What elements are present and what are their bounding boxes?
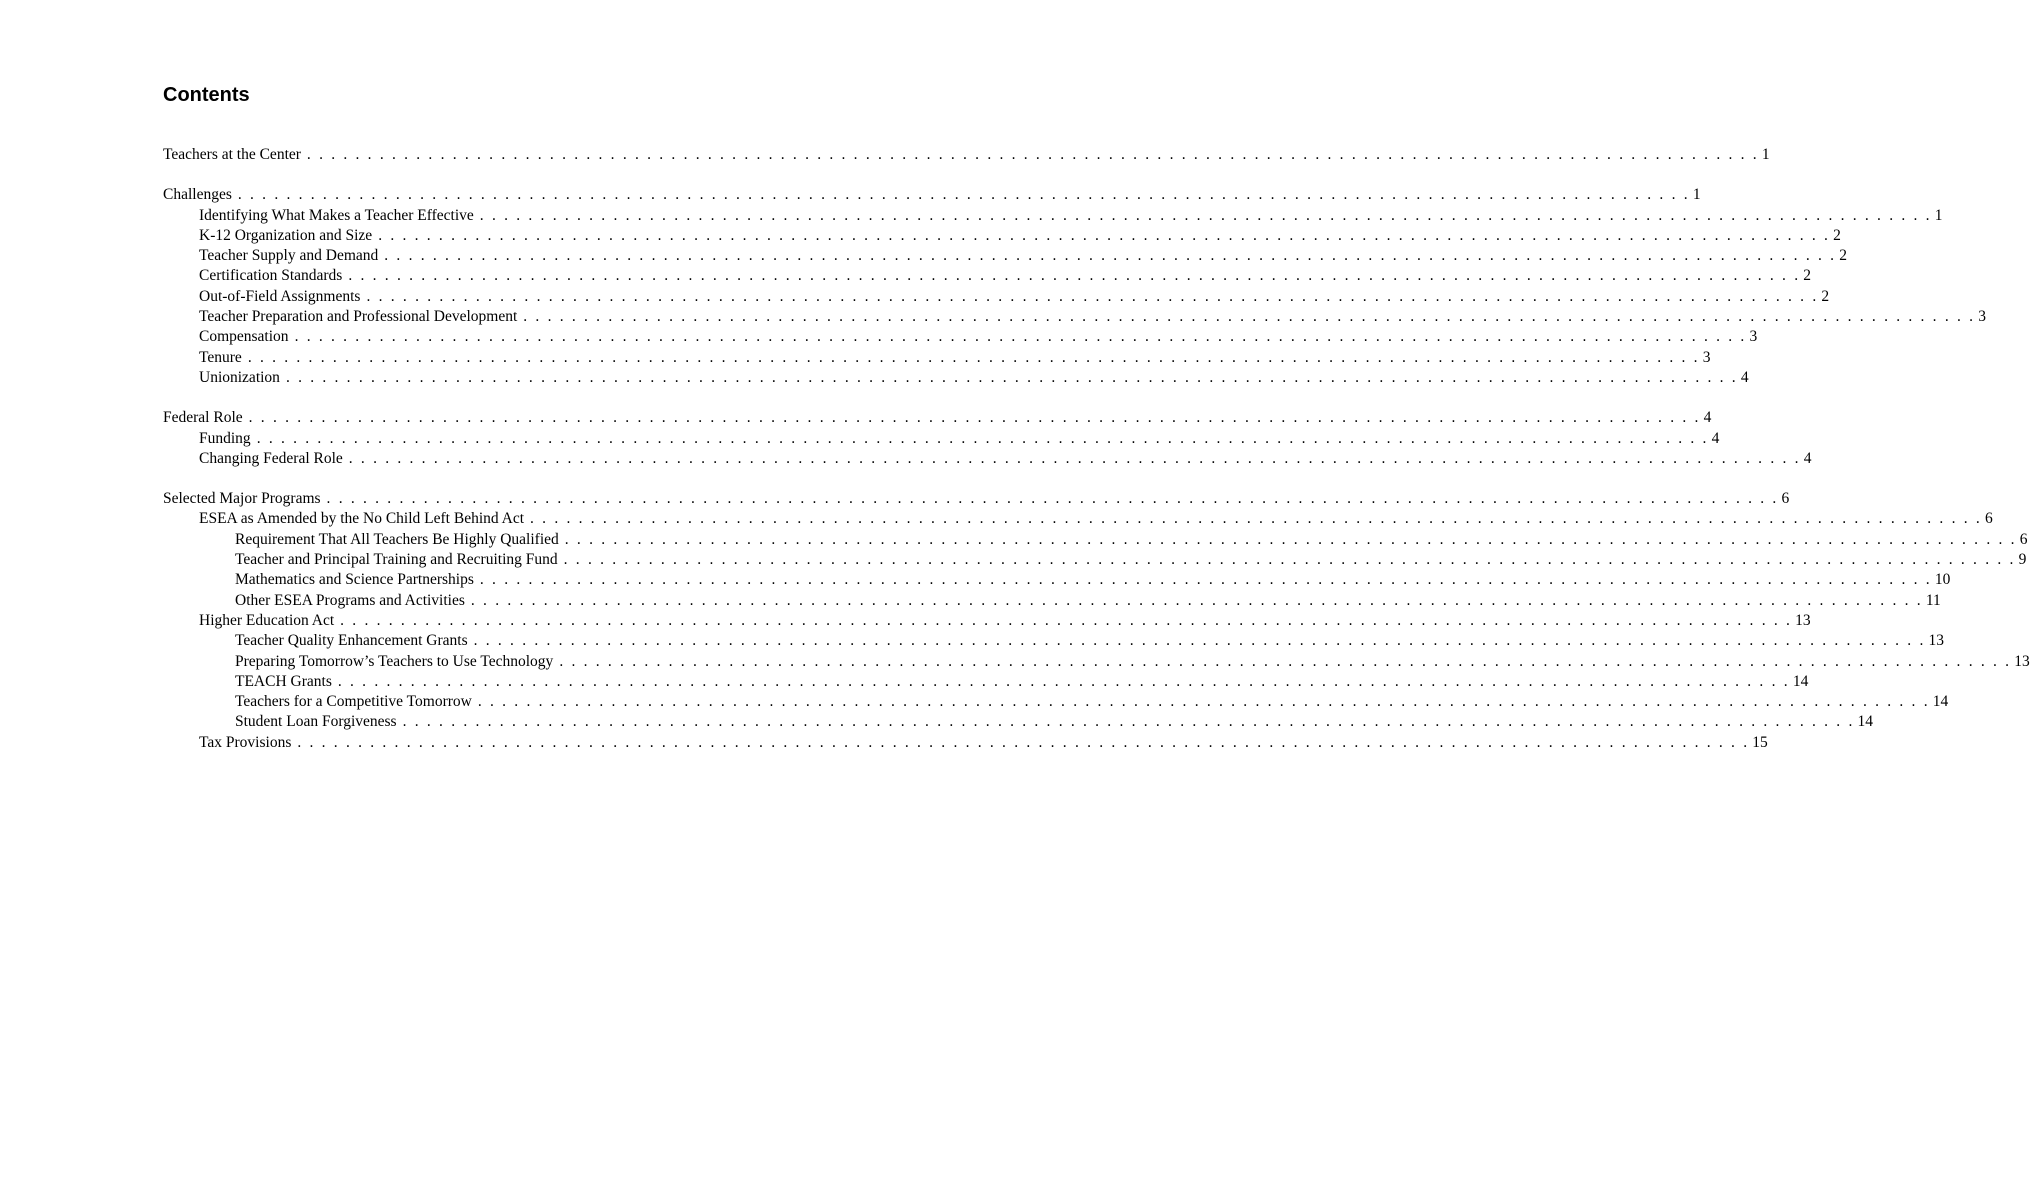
dot-leader: . . . . . . . . . . . . . . . . . . . . . . . . . . . . . . . . . . . . . . . . . . . . . . . . . . . . . . . . . . . . . . . . . . . . . . . . . . . . . . . . . . . . . . . . . . . . . . . . . . . . . . . . . . . . . . . . . . . . . . . .	[563, 551, 2016, 569]
toc-entry-title: K-12 Organization and Size	[199, 226, 373, 244]
toc-entry[interactable]	[163, 429, 1720, 449]
dot-leader: . . . . . . . . . . . . . . . . . . . . . . . . . . . . . . . . . . . . . . . . . . . . . . . . . . . . . . . . . . . . . . . . . . . . . . . . . . . . . . . . . . . . . . . . . . . . . . . . . . . . . . . . . . . . . . . . . . . . . . . .	[237, 186, 1690, 204]
dot-leader: . . . . . . . . . . . . . . . . . . . . . . . . . . . . . . . . . . . . . . . . . . . . . . . . . . . . . . . . . . . . . . . . . . . . . . . . . . . . . . . . . . . . . . . . . . . . . . . . . . . . . . . . . . . . . . . . . . . . . . . .	[297, 733, 1750, 751]
toc-page-number: 1	[1934, 206, 1943, 224]
toc-entry-title: Selected Major Programs	[163, 490, 321, 508]
toc-entry-title: Teachers for a Competitive Tomorrow	[235, 693, 472, 711]
dot-leader: . . . . . . . . . . . . . . . . . . . . . . . . . . . . . . . . . . . . . . . . . . . . . . . . . . . . . . . . . . . . . . . . . . . . . . . . . . . . . . . . . . . . . . . . . . . . . . . . . . . . . . . . . . . . . . . . . . . . . . . .	[477, 693, 1930, 711]
toc-page-number: 2	[1833, 226, 1841, 244]
dot-leader: . . . . . . . . . . . . . . . . . . . . . . . . . . . . . . . . . . . . . . . . . . . . . . . . . . . . . . . . . . . . . . . . . . . . . . . . . . . . . . . . . . . . . . . . . . . . . . . . . . . . . . . . . . . . . . . . . . . . . . . .	[340, 611, 1793, 629]
toc-page-number: 1	[1692, 186, 1701, 204]
dot-leader: . . . . . . . . . . . . . . . . . . . . . . . . . . . . . . . . . . . . . . . . . . . . . . . . . . . . . . . . . . . . . . . . . . . . . . . . . . . . . . . . . . . . . . . . . . . . . . . . . . . . . . . . . . . . . . . . . . . . . . . .	[348, 267, 1801, 285]
dot-leader: . . . . . . . . . . . . . . . . . . . . . . . . . . . . . . . . . . . . . . . . . . . . . . . . . . . . . . . . . . . . . . . . . . . . . . . . . . . . . . . . . . . . . . . . . . . . . . . . . . . . . . . . . . . . . . . . . . . . . . . .	[523, 308, 1976, 326]
toc-page-number: 13	[1795, 611, 1811, 629]
toc-entry[interactable]	[163, 145, 1770, 165]
dot-leader: . . . . . . . . . . . . . . . . . . . . . . . . . . . . . . . . . . . . . . . . . . . . . . . . . . . . . . . . . . . . . . . . . . . . . . . . . . . . . . . . . . . . . . . . . . . . . . . . . . . . . . . . . . . . . . . . . . . . . . . .	[248, 409, 1701, 427]
dot-leader: . . . . . . . . . . . . . . . . . . . . . . . . . . . . . . . . . . . . . . . . . . . . . . . . . . . . . . . . . . . . . . . . . . . . . . . . . . . . . . . . . . . . . . . . . . . . . . . . . . . . . . . . . . . . . . . . . . . . . . . .	[473, 632, 1926, 650]
toc-entry[interactable]	[163, 266, 1812, 286]
toc-entry[interactable]	[163, 550, 2027, 570]
toc-entry-title: Tenure	[199, 348, 242, 366]
toc-entry-title: TEACH Grants	[235, 672, 332, 690]
toc-entry-title: Teachers at the Center	[163, 146, 301, 163]
toc-entry-title: Unionization	[199, 368, 280, 386]
toc-entry[interactable]	[163, 509, 1993, 529]
dot-leader: . . . . . . . . . . . . . . . . . . . . . . . . . . . . . . . . . . . . . . . . . . . . . . . . . . . . . . . . . . . . . . . . . . . . . . . . . . . . . . . . . . . . . . . . . . . . . . . . . . . . . . . . . . . . . . . . . . . . . . . .	[326, 490, 1779, 508]
dot-leader: . . . . . . . . . . . . . . . . . . . . . . . . . . . . . . . . . . . . . . . . . . . . . . . . . . . . . . . . . . . . . . . . . . . . . . . . . . . . . . . . . . . . . . . . . . . . . . . . . . . . . . . . . . . . . . . . . . . . . . . .	[530, 510, 1982, 528]
toc-page-number: 2	[1803, 267, 1812, 285]
toc-entry-title: Teacher Quality Enhancement Grants	[235, 632, 468, 650]
toc-entry[interactable]	[163, 631, 1945, 651]
dot-leader: . . . . . . . . . . . . . . . . . . . . . . . . . . . . . . . . . . . . . . . . . . . . . . . . . . . . . . . . . . . . . . . . . . . . . . . . . . . . . . . . . . . . . . . . . . . . . . . . . . . . . . . . . . . . . . . . . . . . . . . .	[348, 449, 1801, 467]
toc-page-number: 14	[1792, 672, 1809, 690]
toc-section	[163, 145, 1770, 165]
dot-leader: . . . . . . . . . . . . . . . . . . . . . . . . . . . . . . . . . . . . . . . . . . . . . . . . . . . . . . . . . . . . . . . . . . . . . . . . . . . . . . . . . . . . . . . . . . . . . . . . . . . . . . . . . . . . . . . . . . . . . . . .	[378, 226, 1831, 244]
toc-entry-title: Certification Standards	[199, 267, 343, 285]
toc-entry-title: Compensation	[199, 328, 289, 346]
dot-leader: . . . . . . . . . . . . . . . . . . . . . . . . . . . . . . . . . . . . . . . . . . . . . . . . . . . . . . . . . . . . . . . . . . . . . . . . . . . . . . . . . . . . . . . . . . . . . . . . . . . . . . . . . . . . . . . . . . . . . . . .	[479, 571, 1932, 589]
toc-entry-title: Tax Provisions	[199, 733, 292, 751]
toc-entry[interactable]	[163, 206, 1943, 226]
toc-entry-title: Federal Role	[163, 409, 243, 427]
toc-entry-title: Mathematics and Science Partnerships	[235, 571, 474, 589]
toc-entry[interactable]	[163, 489, 1790, 509]
toc-entry[interactable]	[163, 185, 1701, 205]
toc-page-number: 13	[1928, 632, 1945, 650]
toc-page-number: 2	[1839, 247, 1847, 265]
toc-page-number: 14	[1932, 693, 1949, 711]
page-title: Contents	[163, 84, 250, 106]
toc-entry-title: Funding	[199, 429, 251, 447]
toc-page-number: 2	[1821, 287, 1830, 305]
toc-entry[interactable]	[163, 712, 1874, 732]
toc-entry[interactable]	[163, 692, 1949, 712]
toc-entry-title: Teacher Preparation and Professional Development	[199, 308, 518, 326]
toc-entry-title: Changing Federal Role	[199, 449, 343, 467]
dot-leader: . . . . . . . . . . . . . . . . . . . . . . . . . . . . . . . . . . . . . . . . . . . . . . . . . . . . . . . . . . . . . . . . . . . . . . . . . . . . . . . . . . . . . . . . . . . . . . . . . . . . . . . . . . . . . . . . . . . . . . . .	[247, 348, 1700, 366]
toc-entry[interactable]	[163, 672, 1809, 692]
toc-page-number: 4	[1703, 409, 1712, 427]
toc-entry[interactable]	[163, 570, 1951, 590]
dot-leader: . . . . . . . . . . . . . . . . . . . . . . . . . . . . . . . . . . . . . . . . . . . . . . . . . . . . . . . . . . . . . . . . . . . . . . . . . . . . . . . . . . . . . . . . . . . . . . . . . . . . . . . . . . . . . . . . . . . . . . . .	[564, 530, 2017, 548]
toc-entry[interactable]	[163, 246, 1847, 266]
toc-page-number: 6	[1781, 490, 1790, 508]
toc-entry-title: Identifying What Makes a Teacher Effective	[199, 206, 474, 224]
dot-leader: . . . . . . . . . . . . . . . . . . . . . . . . . . . . . . . . . . . . . . . . . . . . . . . . . . . . . . . . . . . . . . . . . . . . . . . . . . . . . . . . . . . . . . . . . . . . . . . . . . . . . . . . . . . . . . . . . . . . . . . .	[402, 713, 1855, 731]
toc-page-number: 4	[1740, 368, 1749, 386]
toc-entry-title: Student Loan Forgiveness	[235, 713, 397, 731]
toc-entry-title: Teacher Supply and Demand	[199, 247, 379, 265]
toc-section	[163, 185, 1986, 388]
toc-entry[interactable]	[163, 287, 1830, 307]
toc-page-number: 6	[1984, 510, 1993, 528]
toc-entry[interactable]	[163, 449, 1812, 469]
toc-entry[interactable]	[163, 408, 1712, 428]
toc-entry-title: ESEA as Amended by the No Child Left Behind Act	[199, 510, 525, 528]
toc-page-number: 9	[2018, 551, 2027, 569]
toc-entry-title: Preparing Tomorrow’s Teachers to Use Technology	[235, 652, 554, 670]
toc-entry[interactable]	[163, 530, 2028, 550]
toc-page-number: 1	[1761, 146, 1770, 163]
toc-page-number: 4	[1711, 429, 1720, 447]
toc-page-number: 15	[1752, 733, 1768, 751]
toc-entry-title: Higher Education Act	[199, 611, 335, 629]
toc-entry-title: Other ESEA Programs and Activities	[235, 591, 465, 609]
dot-leader: . . . . . . . . . . . . . . . . . . . . . . . . . . . . . . . . . . . . . . . . . . . . . . . . . . . . . . . . . . . . . . . . . . . . . . . . . . . . . . . . . . . . . . . . . . . . . . . . . . . . . . . . . . . . . . . . . . . . . . . .	[306, 146, 1759, 163]
dot-leader: . . . . . . . . . . . . . . . . . . . . . . . . . . . . . . . . . . . . . . . . . . . . . . . . . . . . . . . . . . . . . . . . . . . . . . . . . . . . . . . . . . . . . . . . . . . . . . . . . . . . . . . . . . . . . . . . . . . . . . . .	[479, 206, 1932, 224]
toc-entry[interactable]	[163, 226, 1841, 246]
toc-entry[interactable]	[163, 348, 1711, 368]
toc-section	[163, 408, 1812, 469]
toc-page-number: 4	[1803, 449, 1812, 467]
dot-leader: . . . . . . . . . . . . . . . . . . . . . . . . . . . . . . . . . . . . . . . . . . . . . . . . . . . . . . . . . . . . . . . . . . . . . . . . . . . . . . . . . . . . . . . . . . . . . . . . . . . . . . . . . . . . . . . . . . . . . . . .	[337, 672, 1790, 690]
toc-entry-title: Out-of-Field Assignments	[199, 287, 361, 305]
toc-entry[interactable]	[163, 652, 2030, 672]
dot-leader: . . . . . . . . . . . . . . . . . . . . . . . . . . . . . . . . . . . . . . . . . . . . . . . . . . . . . . . . . . . . . . . . . . . . . . . . . . . . . . . . . . . . . . . . . . . . . . . . . . . . . . . . . . . . . . . . . . . . . . . .	[366, 287, 1819, 305]
toc-entry[interactable]	[163, 307, 1986, 327]
toc-entry-title: Requirement That All Teachers Be Highly Qualified	[235, 530, 559, 548]
toc-entry-title: Challenges	[163, 186, 232, 204]
dot-leader: . . . . . . . . . . . . . . . . . . . . . . . . . . . . . . . . . . . . . . . . . . . . . . . . . . . . . . . . . . . . . . . . . . . . . . . . . . . . . . . . . . . . . . . . . . . . . . . . . . . . . . . . . . . . . . . . . . . . . . . .	[470, 591, 1923, 609]
dot-leader: . . . . . . . . . . . . . . . . . . . . . . . . . . . . . . . . . . . . . . . . . . . . . . . . . . . . . . . . . . . . . . . . . . . . . . . . . . . . . . . . . . . . . . . . . . . . . . . . . . . . . . . . . . . . . . . . . . . . . . . .	[256, 429, 1709, 447]
toc-page-number: 11	[1925, 591, 1941, 609]
dot-leader: . . . . . . . . . . . . . . . . . . . . . . . . . . . . . . . . . . . . . . . . . . . . . . . . . . . . . . . . . . . . . . . . . . . . . . . . . . . . . . . . . . . . . . . . . . . . . . . . . . . . . . . . . . . . . . . . . . . . . . . .	[294, 328, 1747, 346]
dot-leader: . . . . . . . . . . . . . . . . . . . . . . . . . . . . . . . . . . . . . . . . . . . . . . . . . . . . . . . . . . . . . . . . . . . . . . . . . . . . . . . . . . . . . . . . . . . . . . . . . . . . . . . . . . . . . . . . . . . . . . . .	[285, 368, 1738, 386]
toc-entry-title: Teacher and Principal Training and Recruiting Fund	[235, 551, 558, 569]
toc-entry[interactable]	[163, 591, 1941, 611]
toc-entry[interactable]	[163, 611, 1811, 631]
toc-page-number: 3	[1749, 328, 1758, 346]
toc-page-number: 3	[1702, 348, 1711, 366]
dot-leader: . . . . . . . . . . . . . . . . . . . . . . . . . . . . . . . . . . . . . . . . . . . . . . . . . . . . . . . . . . . . . . . . . . . . . . . . . . . . . . . . . . . . . . . . . . . . . . . . . . . . . . . . . . . . . . . . . . . . . . . .	[559, 652, 2012, 670]
toc-page-number: 13	[2014, 652, 2030, 670]
toc-page-number: 6	[2019, 530, 2028, 548]
toc-page-number: 14	[1857, 713, 1874, 731]
table-of-contents	[163, 145, 2030, 773]
toc-entry[interactable]	[163, 368, 1749, 388]
dot-leader: . . . . . . . . . . . . . . . . . . . . . . . . . . . . . . . . . . . . . . . . . . . . . . . . . . . . . . . . . . . . . . . . . . . . . . . . . . . . . . . . . . . . . . . . . . . . . . . . . . . . . . . . . . . . . . . . . . . . . . . .	[384, 247, 1837, 265]
toc-page-number: 10	[1934, 571, 1951, 589]
toc-section	[163, 489, 2030, 753]
toc-page-number: 3	[1978, 308, 1986, 326]
toc-entry[interactable]	[163, 733, 1768, 753]
toc-entry[interactable]	[163, 327, 1758, 347]
